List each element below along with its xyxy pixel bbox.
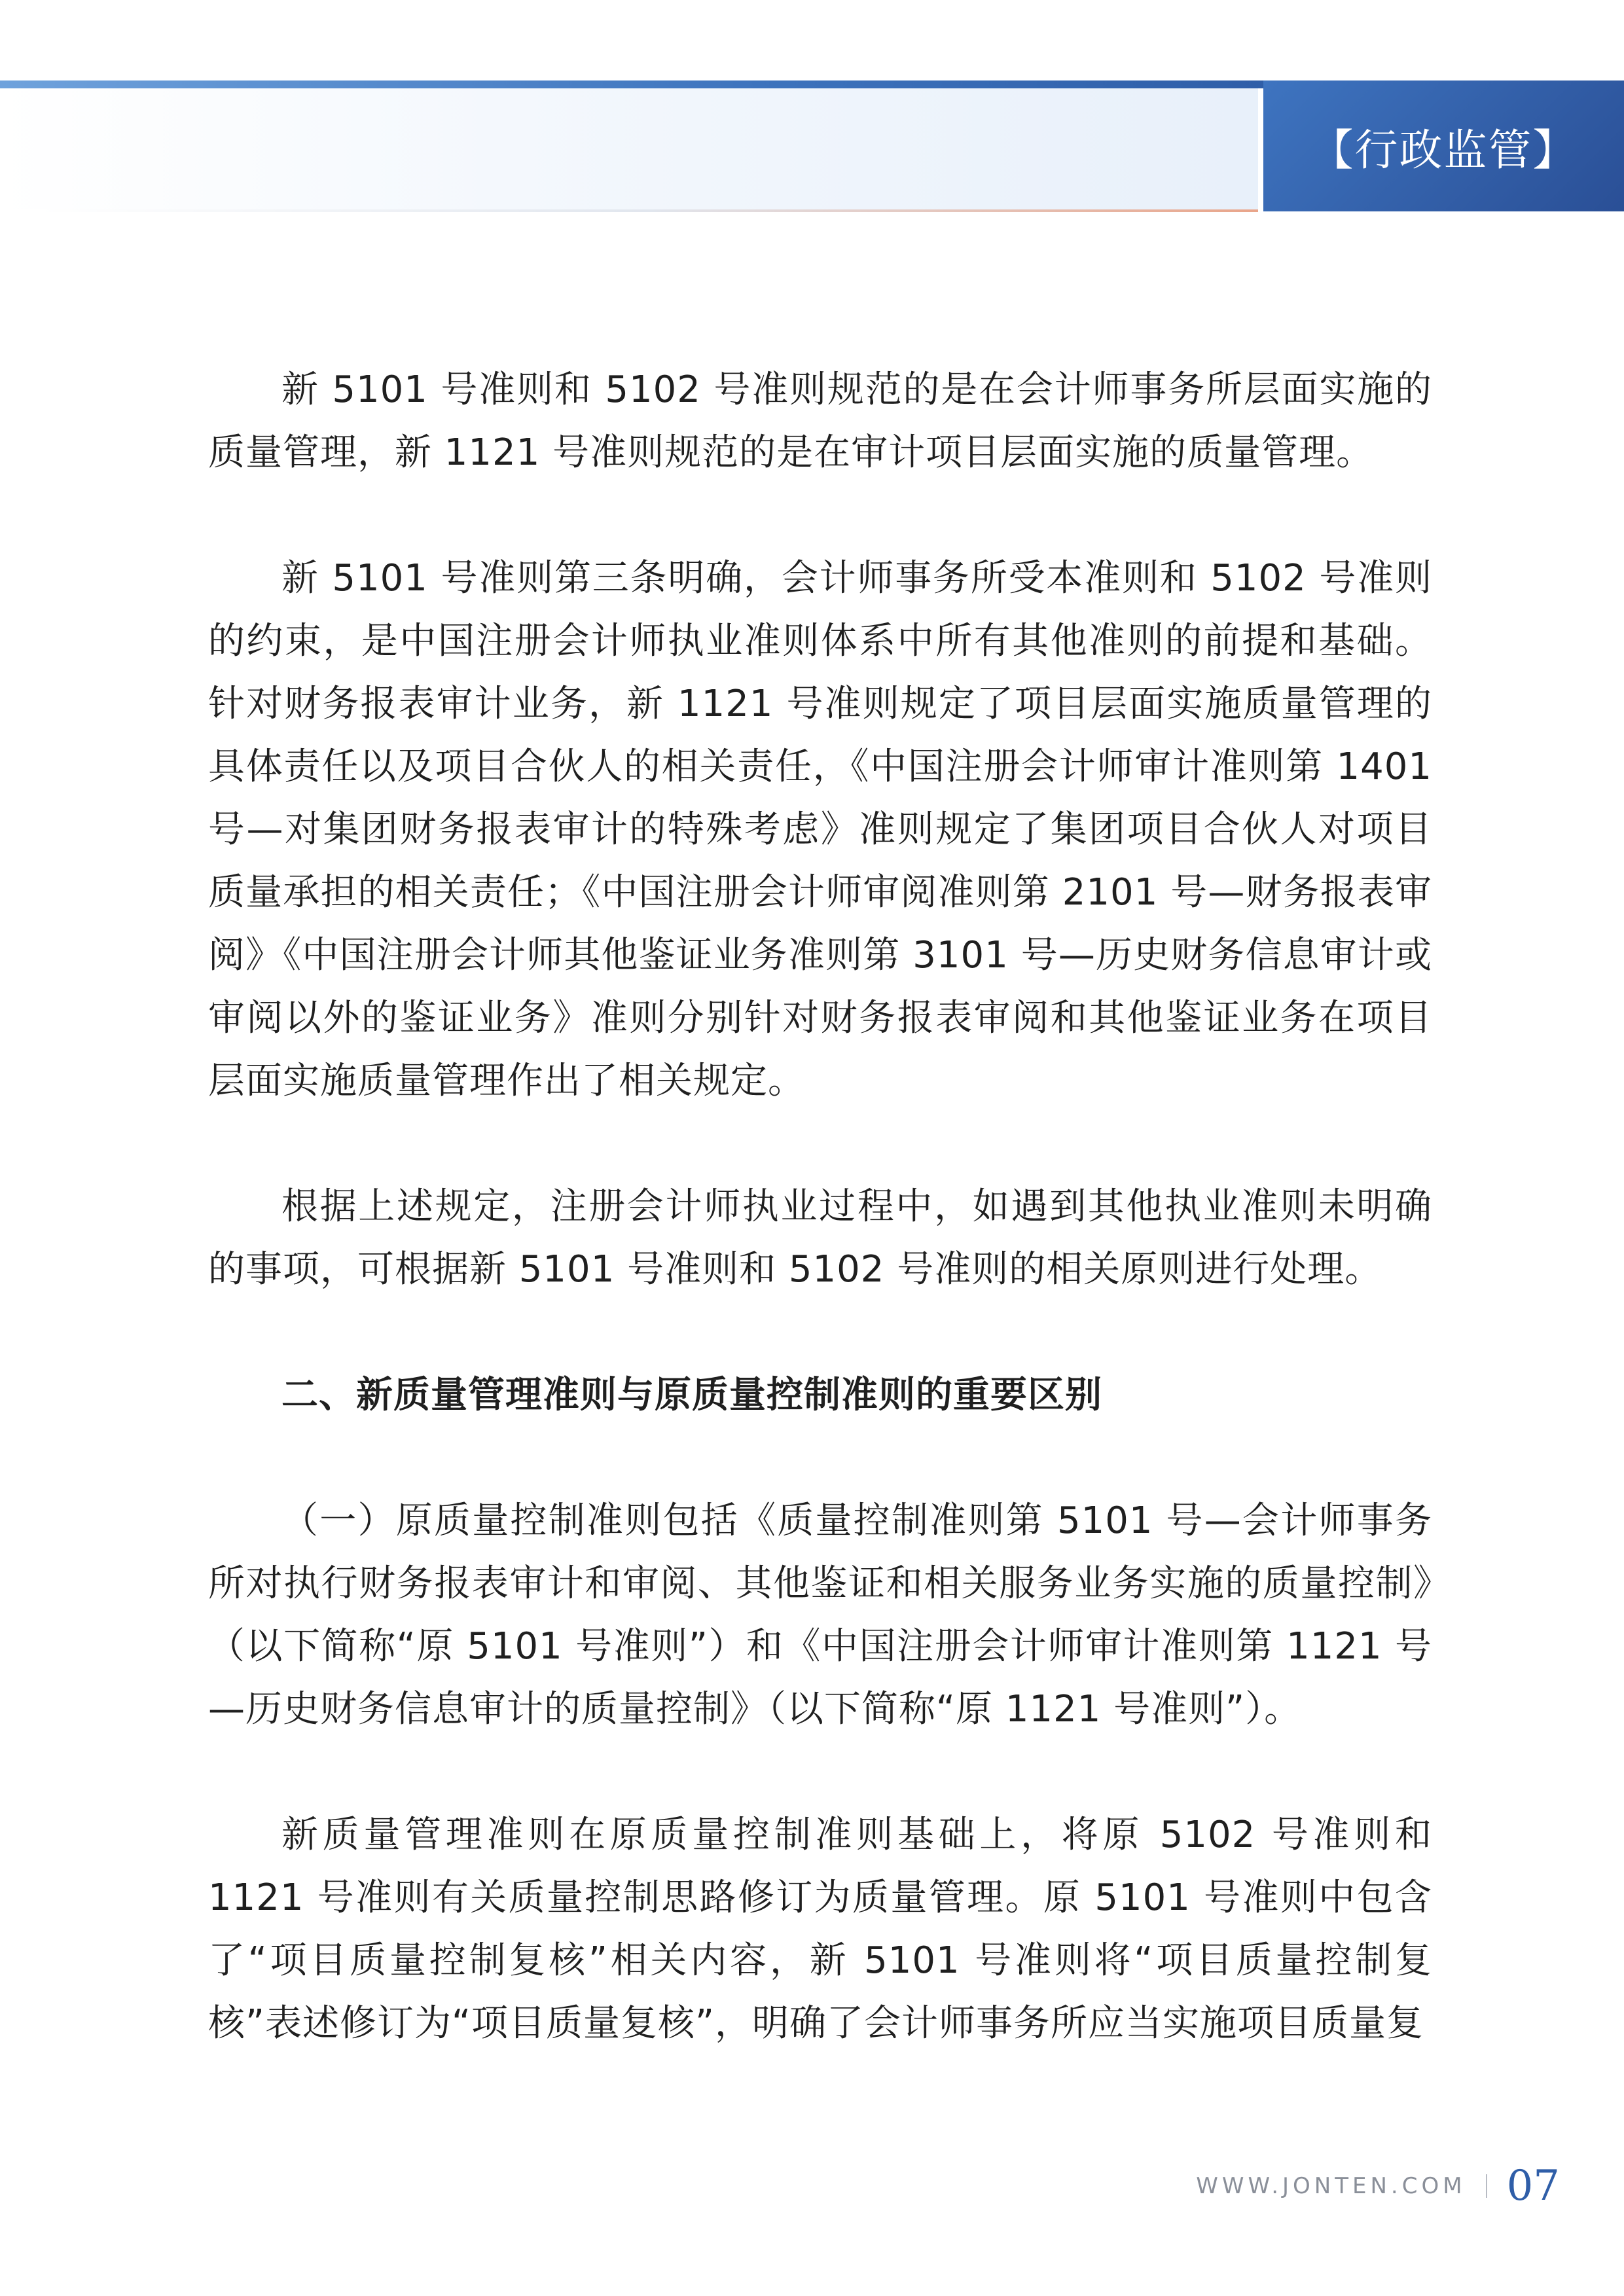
page-footer xyxy=(1196,2160,1560,2212)
header-divider-line xyxy=(39,209,1258,212)
article-body xyxy=(208,359,1432,2055)
paragraph-3: 根据上述规定，注册会计师执业过程中，如遇到其他执业准则未明确的事项，可根据新 5101 号准则和 5102 号准则的相关原则进行处理。 xyxy=(208,1185,1432,1291)
header-accent-bar xyxy=(0,81,1263,88)
section-tag: 【行政监管】 xyxy=(1263,81,1624,211)
page-number: 07 xyxy=(1506,2162,1560,2210)
footer-separator xyxy=(1486,2174,1487,2198)
header-band xyxy=(0,88,1258,209)
paragraph-1: 新 5101 号准则和 5102 号准则规范的是在会计师事务所层面实施的质量管理，新 1121 号准则规范的是在审计项目层面实施的质量管理。 xyxy=(208,368,1432,474)
paragraph-4: （一）原质量控制准则包括《质量控制准则第 5101 号—会计师事务所对执行财务报表审计和审阅、其他鉴证和相关服务业务实施的质量控制》（以下简称“原 5101 号准则”）和《中国注册会计师审计准则第 1121 号—历史财务信息审计的质量控制》（以下简称“原 1121 号准则”）。 xyxy=(208,1499,1432,1731)
paragraph-5: 新质量管理准则在原质量控制准则基础上，将原 5102 号准则和 1121 号准则有关质量控制思路修订为质量管理。原 5101 号准则中包含了“项目质量控制复核”相关内容，新 5101 号准则将“项目质量控制复核”表述修订为“项目质量复核”，明确了会计师事务所应当实施项目质量复 xyxy=(208,1814,1432,2045)
section-heading: 二、新质量管理准则与原质量控制准则的重要区别 xyxy=(281,1374,1102,1416)
paragraph-2: 新 5101 号准则第三条明确，会计师事务所受本准则和 5102 号准则的约束，是中国注册会计师执业准则体系中所有其他准则的前提和基础。针对财务报表审计业务，新 1121 号准则规定了项目层面实施质量管理的具体责任以及项目合伙人的相关责任，《中国注册会计师审计准则第 1401 号—对集团财务报表审计的特殊考虑》准则规定了集团项目合伙人对项目质量承担的相关责任；《中国注册会计师审阅准则第 2101 号—财务报表审阅》《中国注册会计师其他鉴证业务准则第 3101 号—历史财务信息审计或审阅以外的鉴证业务》准则分别针对财务报表审阅和其他鉴证业务在项目层面实施质量管理作出了相关规定。 xyxy=(208,557,1432,1102)
website-link[interactable]: WWW.JONTEN.COM xyxy=(1196,2173,1466,2199)
